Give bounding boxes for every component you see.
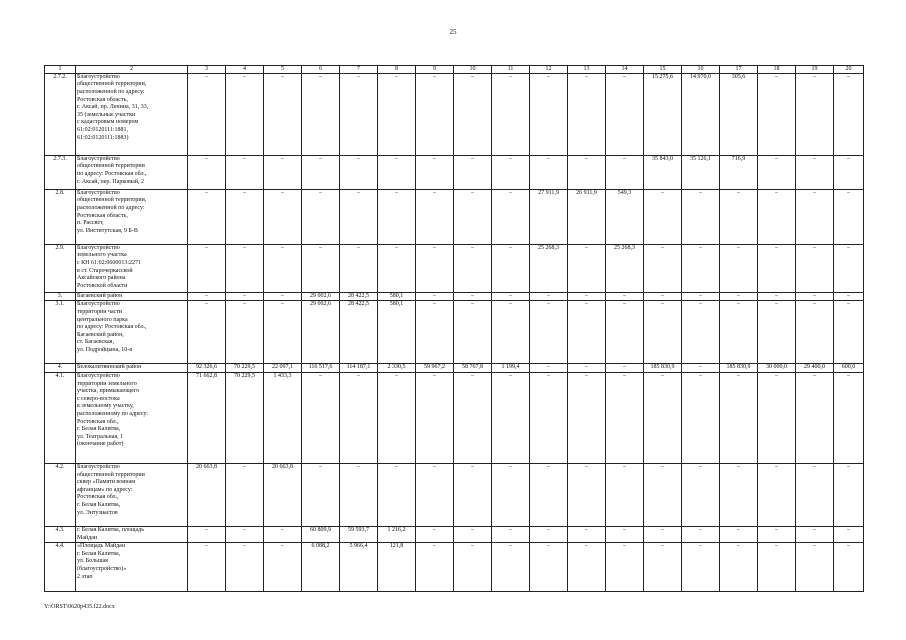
value-cell: – xyxy=(340,372,378,463)
value-cell: – xyxy=(226,244,264,292)
value-cell: – xyxy=(834,463,864,526)
value-cell: – xyxy=(682,526,720,542)
column-number-header: 10 xyxy=(454,66,492,74)
value-cell: – xyxy=(416,155,454,189)
value-cell: 600,0 xyxy=(834,364,864,373)
value-cell: – xyxy=(454,189,492,244)
column-number-header: 1 xyxy=(45,66,76,74)
value-cell: – xyxy=(226,73,264,155)
value-cell: – xyxy=(796,301,834,364)
value-cell: – xyxy=(492,73,530,155)
value-cell: – xyxy=(606,364,644,373)
row-code-cell: 2.8. xyxy=(45,189,76,244)
value-cell: – xyxy=(492,292,530,301)
value-cell: – xyxy=(682,244,720,292)
value-cell: 15 275,6 xyxy=(644,73,682,155)
value-cell: – xyxy=(416,463,454,526)
value-cell: – xyxy=(568,372,606,463)
value-cell: 35 843,0 xyxy=(644,155,682,189)
column-number-header: 6 xyxy=(302,66,340,74)
value-cell: – xyxy=(720,463,758,526)
value-cell: – xyxy=(454,73,492,155)
value-cell: – xyxy=(644,189,682,244)
value-cell: – xyxy=(492,372,530,463)
value-cell: – xyxy=(568,463,606,526)
value-cell: – xyxy=(188,526,226,542)
value-cell: – xyxy=(492,189,530,244)
value-cell: – xyxy=(264,189,302,244)
column-number-header: 8 xyxy=(378,66,416,74)
row-name-cell: Благоустройство общественной территории, расположенной по адресу: Ростовская область, п. Рассвет, ул. Институтская, 9 Б-В xyxy=(76,189,188,244)
row-name-cell: Благоустройство территории земельного участка, примыкающего с северо-востока к земельному участку, расположенному по адресу: Ростовская обл., г. Белая Калитва, ул. Театральная, 1 (окончание работ) xyxy=(76,372,188,463)
value-cell: – xyxy=(834,73,864,155)
value-cell: – xyxy=(682,301,720,364)
value-cell: – xyxy=(416,301,454,364)
table-row xyxy=(45,463,864,526)
value-cell: – xyxy=(530,543,568,592)
value-cell: 580,1 xyxy=(378,301,416,364)
column-number-header: 18 xyxy=(758,66,796,74)
value-cell: – xyxy=(796,244,834,292)
value-cell: – xyxy=(758,73,796,155)
value-cell: – xyxy=(758,526,796,542)
value-cell: – xyxy=(226,189,264,244)
value-cell: – xyxy=(454,155,492,189)
value-cell: – xyxy=(340,244,378,292)
value-cell: – xyxy=(302,155,340,189)
table-row xyxy=(45,292,864,301)
column-number-header: 20 xyxy=(834,66,864,74)
value-cell: – xyxy=(530,364,568,373)
file-path-footer: Y:\ORST\0620p435.f22.docx xyxy=(44,604,115,610)
value-cell: – xyxy=(454,244,492,292)
row-code-cell: 2.7.2. xyxy=(45,73,76,155)
value-cell: 185 830,9 xyxy=(720,364,758,373)
value-cell: 27 911,9 xyxy=(530,189,568,244)
value-cell: 59 593,7 xyxy=(340,526,378,542)
value-cell: – xyxy=(530,301,568,364)
value-cell: – xyxy=(226,292,264,301)
value-cell: – xyxy=(644,292,682,301)
value-cell: 6 088,2 xyxy=(302,543,340,592)
value-cell: – xyxy=(340,155,378,189)
value-cell: – xyxy=(568,73,606,155)
row-code-cell: 4.4. xyxy=(45,543,76,592)
row-name-cell: г. Белая Калитва, площадь Майдан xyxy=(76,526,188,542)
row-name-cell: Благоустройство общественной территории по адресу: Ростовская обл., г. Аксай, пер. Парковый, 2 xyxy=(76,155,188,189)
column-number-header: 9 xyxy=(416,66,454,74)
value-cell: – xyxy=(378,372,416,463)
budget-table xyxy=(44,65,864,592)
value-cell: – xyxy=(188,292,226,301)
value-cell: – xyxy=(758,189,796,244)
value-cell: – xyxy=(606,292,644,301)
value-cell: 716,9 xyxy=(720,155,758,189)
value-cell: – xyxy=(606,372,644,463)
value-cell: – xyxy=(226,301,264,364)
value-cell: 116 517,6 xyxy=(302,364,340,373)
value-cell: – xyxy=(644,526,682,542)
value-cell: – xyxy=(492,543,530,592)
value-cell: – xyxy=(264,301,302,364)
value-cell: – xyxy=(720,526,758,542)
value-cell: – xyxy=(796,155,834,189)
value-cell: – xyxy=(682,463,720,526)
value-cell: – xyxy=(758,463,796,526)
value-cell: – xyxy=(492,526,530,542)
value-cell: – xyxy=(416,543,454,592)
value-cell: 185 830,9 xyxy=(644,364,682,373)
value-cell: 26 911,9 xyxy=(568,189,606,244)
value-cell: – xyxy=(720,301,758,364)
value-cell: 20 663,8 xyxy=(264,463,302,526)
value-cell: – xyxy=(644,372,682,463)
value-cell: 580,1 xyxy=(378,292,416,301)
value-cell: – xyxy=(758,372,796,463)
table-row xyxy=(45,244,864,292)
value-cell: – xyxy=(796,463,834,526)
value-cell: – xyxy=(492,244,530,292)
value-cell: – xyxy=(720,244,758,292)
value-cell: – xyxy=(644,463,682,526)
value-cell: 305,6 xyxy=(720,73,758,155)
value-cell: 22 097,1 xyxy=(264,364,302,373)
value-cell: – xyxy=(682,189,720,244)
value-cell: – xyxy=(606,155,644,189)
value-cell: – xyxy=(302,463,340,526)
value-cell: 1 216,2 xyxy=(378,526,416,542)
value-cell: – xyxy=(188,73,226,155)
value-cell: – xyxy=(796,526,834,542)
value-cell: – xyxy=(454,372,492,463)
row-name-cell: Благоустройство земельного участка с КН 61:02:0600013:2271 в ст. Старочеркасской Аксайского района Ростовской области xyxy=(76,244,188,292)
value-cell: – xyxy=(834,372,864,463)
value-cell: – xyxy=(568,543,606,592)
value-cell: – xyxy=(796,292,834,301)
row-code-cell: 3.1. xyxy=(45,301,76,364)
value-cell: – xyxy=(682,292,720,301)
value-cell: 29 002,6 xyxy=(302,292,340,301)
value-cell: – xyxy=(758,543,796,592)
value-cell: – xyxy=(720,372,758,463)
value-cell: 28 422,5 xyxy=(340,301,378,364)
value-cell: – xyxy=(340,463,378,526)
value-cell: – xyxy=(188,244,226,292)
value-cell: – xyxy=(378,463,416,526)
row-name-cell: Белокалитвинский район xyxy=(76,364,188,373)
table-row xyxy=(45,155,864,189)
value-cell: – xyxy=(530,155,568,189)
value-cell: – xyxy=(302,73,340,155)
column-number-header: 3 xyxy=(188,66,226,74)
value-cell: – xyxy=(720,189,758,244)
value-cell: – xyxy=(226,155,264,189)
value-cell: – xyxy=(454,526,492,542)
value-cell: – xyxy=(188,301,226,364)
value-cell: 5 966,4 xyxy=(340,543,378,592)
value-cell: – xyxy=(834,155,864,189)
value-cell: – xyxy=(644,543,682,592)
value-cell: – xyxy=(568,364,606,373)
column-number-header: 2 xyxy=(76,66,188,74)
value-cell: 1 199,4 xyxy=(492,364,530,373)
value-cell: – xyxy=(758,155,796,189)
value-cell: 20 663,8 xyxy=(188,463,226,526)
value-cell: – xyxy=(530,73,568,155)
value-cell: – xyxy=(264,244,302,292)
value-cell: 92 326,6 xyxy=(188,364,226,373)
row-name-cell: Багаевский район xyxy=(76,292,188,301)
value-cell: – xyxy=(264,543,302,592)
value-cell: 35 126,1 xyxy=(682,155,720,189)
row-code-cell: 2.7.3. xyxy=(45,155,76,189)
table-row xyxy=(45,543,864,592)
value-cell: – xyxy=(568,526,606,542)
value-cell: – xyxy=(492,301,530,364)
row-code-cell: 4.2. xyxy=(45,463,76,526)
value-cell: – xyxy=(606,301,644,364)
value-cell: – xyxy=(568,155,606,189)
row-name-cell: Благоустройство территории части центрального парка по адресу: Ростовская обл., Багаевский район, ст. Багаевская, ул. Подройцына, 10-я xyxy=(76,301,188,364)
value-cell: 28 422,5 xyxy=(340,292,378,301)
row-code-cell: 4.3. xyxy=(45,526,76,542)
value-cell: – xyxy=(454,292,492,301)
column-number-header: 11 xyxy=(492,66,530,74)
value-cell: – xyxy=(834,189,864,244)
row-code-cell: 3. xyxy=(45,292,76,301)
value-cell: – xyxy=(530,463,568,526)
value-cell: 59 967,2 xyxy=(416,364,454,373)
row-name-cell: «Площадь Майдан г. Белая Калитва, ул. Большая (благоустройство)» 2 этап xyxy=(76,543,188,592)
value-cell: – xyxy=(492,155,530,189)
value-cell: 14 970,0 xyxy=(682,73,720,155)
value-cell: – xyxy=(606,73,644,155)
value-cell: 2 330,5 xyxy=(378,364,416,373)
value-cell: – xyxy=(416,189,454,244)
value-cell: – xyxy=(796,372,834,463)
value-cell: – xyxy=(606,526,644,542)
value-cell: – xyxy=(416,73,454,155)
row-name-cell: Благоустройство общественной территории сквер «Памяти воинам афганцам» по адресу: Ростовская обл., г. Белая Калитва, ул. Энтузиастов xyxy=(76,463,188,526)
value-cell: – xyxy=(606,463,644,526)
value-cell: – xyxy=(340,73,378,155)
value-cell: – xyxy=(264,292,302,301)
value-cell: – xyxy=(226,463,264,526)
row-name-cell: Благоустройство общественной территории, расположенной по адресу: Ростовская область, г. Аксай, пр. Ленина, 31, 33, 35 (земельные участки с кадастровым номером 61:02:0120111:1881, 61:02:0120111:1883) xyxy=(76,73,188,155)
value-cell: 25 268,3 xyxy=(606,244,644,292)
value-cell: – xyxy=(606,543,644,592)
value-cell: – xyxy=(720,292,758,301)
value-cell: 29 400,0 xyxy=(796,364,834,373)
value-cell: – xyxy=(682,364,720,373)
column-number-row xyxy=(45,66,864,74)
value-cell: 25 268,3 xyxy=(530,244,568,292)
value-cell: – xyxy=(454,463,492,526)
value-cell: – xyxy=(682,372,720,463)
value-cell: – xyxy=(758,292,796,301)
value-cell: 70 229,5 xyxy=(226,372,264,463)
value-cell: 29 002,6 xyxy=(302,301,340,364)
value-cell: – xyxy=(378,244,416,292)
value-cell: – xyxy=(834,301,864,364)
value-cell: – xyxy=(454,543,492,592)
value-cell: – xyxy=(416,292,454,301)
value-cell: – xyxy=(644,301,682,364)
column-number-header: 14 xyxy=(606,66,644,74)
page-number: 25 xyxy=(449,28,457,36)
value-cell: – xyxy=(226,543,264,592)
row-code-cell: 2.9. xyxy=(45,244,76,292)
value-cell: – xyxy=(188,155,226,189)
value-cell: 60 809,9 xyxy=(302,526,340,542)
column-number-header: 19 xyxy=(796,66,834,74)
value-cell: – xyxy=(530,372,568,463)
table-row xyxy=(45,372,864,463)
value-cell: 58 767,8 xyxy=(454,364,492,373)
value-cell: – xyxy=(834,292,864,301)
value-cell: – xyxy=(568,244,606,292)
value-cell: – xyxy=(340,189,378,244)
value-cell: – xyxy=(530,292,568,301)
table-row xyxy=(45,301,864,364)
value-cell: 121,8 xyxy=(378,543,416,592)
value-cell: – xyxy=(226,526,264,542)
value-cell: – xyxy=(492,463,530,526)
value-cell: – xyxy=(682,543,720,592)
column-number-header: 17 xyxy=(720,66,758,74)
column-number-header: 13 xyxy=(568,66,606,74)
value-cell: – xyxy=(758,244,796,292)
value-cell: – xyxy=(416,244,454,292)
value-cell: – xyxy=(834,526,864,542)
value-cell: – xyxy=(188,543,226,592)
column-number-header: 4 xyxy=(226,66,264,74)
row-code-cell: 4. xyxy=(45,364,76,373)
value-cell: 549,3 xyxy=(606,189,644,244)
column-number-header: 5 xyxy=(264,66,302,74)
value-cell: – xyxy=(302,372,340,463)
value-cell: – xyxy=(834,244,864,292)
value-cell: – xyxy=(264,526,302,542)
value-cell: 30 000,0 xyxy=(758,364,796,373)
value-cell: – xyxy=(796,543,834,592)
value-cell: – xyxy=(302,244,340,292)
value-cell: – xyxy=(758,301,796,364)
value-cell: – xyxy=(644,244,682,292)
column-number-header: 15 xyxy=(644,66,682,74)
value-cell: – xyxy=(264,73,302,155)
row-code-cell: 4.1. xyxy=(45,372,76,463)
value-cell: – xyxy=(416,372,454,463)
value-cell: – xyxy=(834,543,864,592)
value-cell: – xyxy=(302,189,340,244)
column-number-header: 12 xyxy=(530,66,568,74)
value-cell: 114 187,1 xyxy=(340,364,378,373)
value-cell: – xyxy=(568,301,606,364)
value-cell: – xyxy=(264,155,302,189)
value-cell: 70 229,5 xyxy=(226,364,264,373)
table-row xyxy=(45,73,864,155)
table-row xyxy=(45,526,864,542)
value-cell: 1 433,3 xyxy=(264,372,302,463)
value-cell: – xyxy=(188,189,226,244)
value-cell: – xyxy=(454,301,492,364)
value-cell: – xyxy=(378,155,416,189)
table-row xyxy=(45,364,864,373)
column-number-header: 7 xyxy=(340,66,378,74)
value-cell: – xyxy=(568,292,606,301)
value-cell: – xyxy=(796,189,834,244)
value-cell: – xyxy=(796,73,834,155)
table-row xyxy=(45,189,864,244)
value-cell: 71 662,8 xyxy=(188,372,226,463)
value-cell: – xyxy=(378,73,416,155)
value-cell: – xyxy=(720,543,758,592)
value-cell: – xyxy=(530,526,568,542)
column-number-header: 16 xyxy=(682,66,720,74)
value-cell: – xyxy=(378,189,416,244)
value-cell: – xyxy=(416,526,454,542)
